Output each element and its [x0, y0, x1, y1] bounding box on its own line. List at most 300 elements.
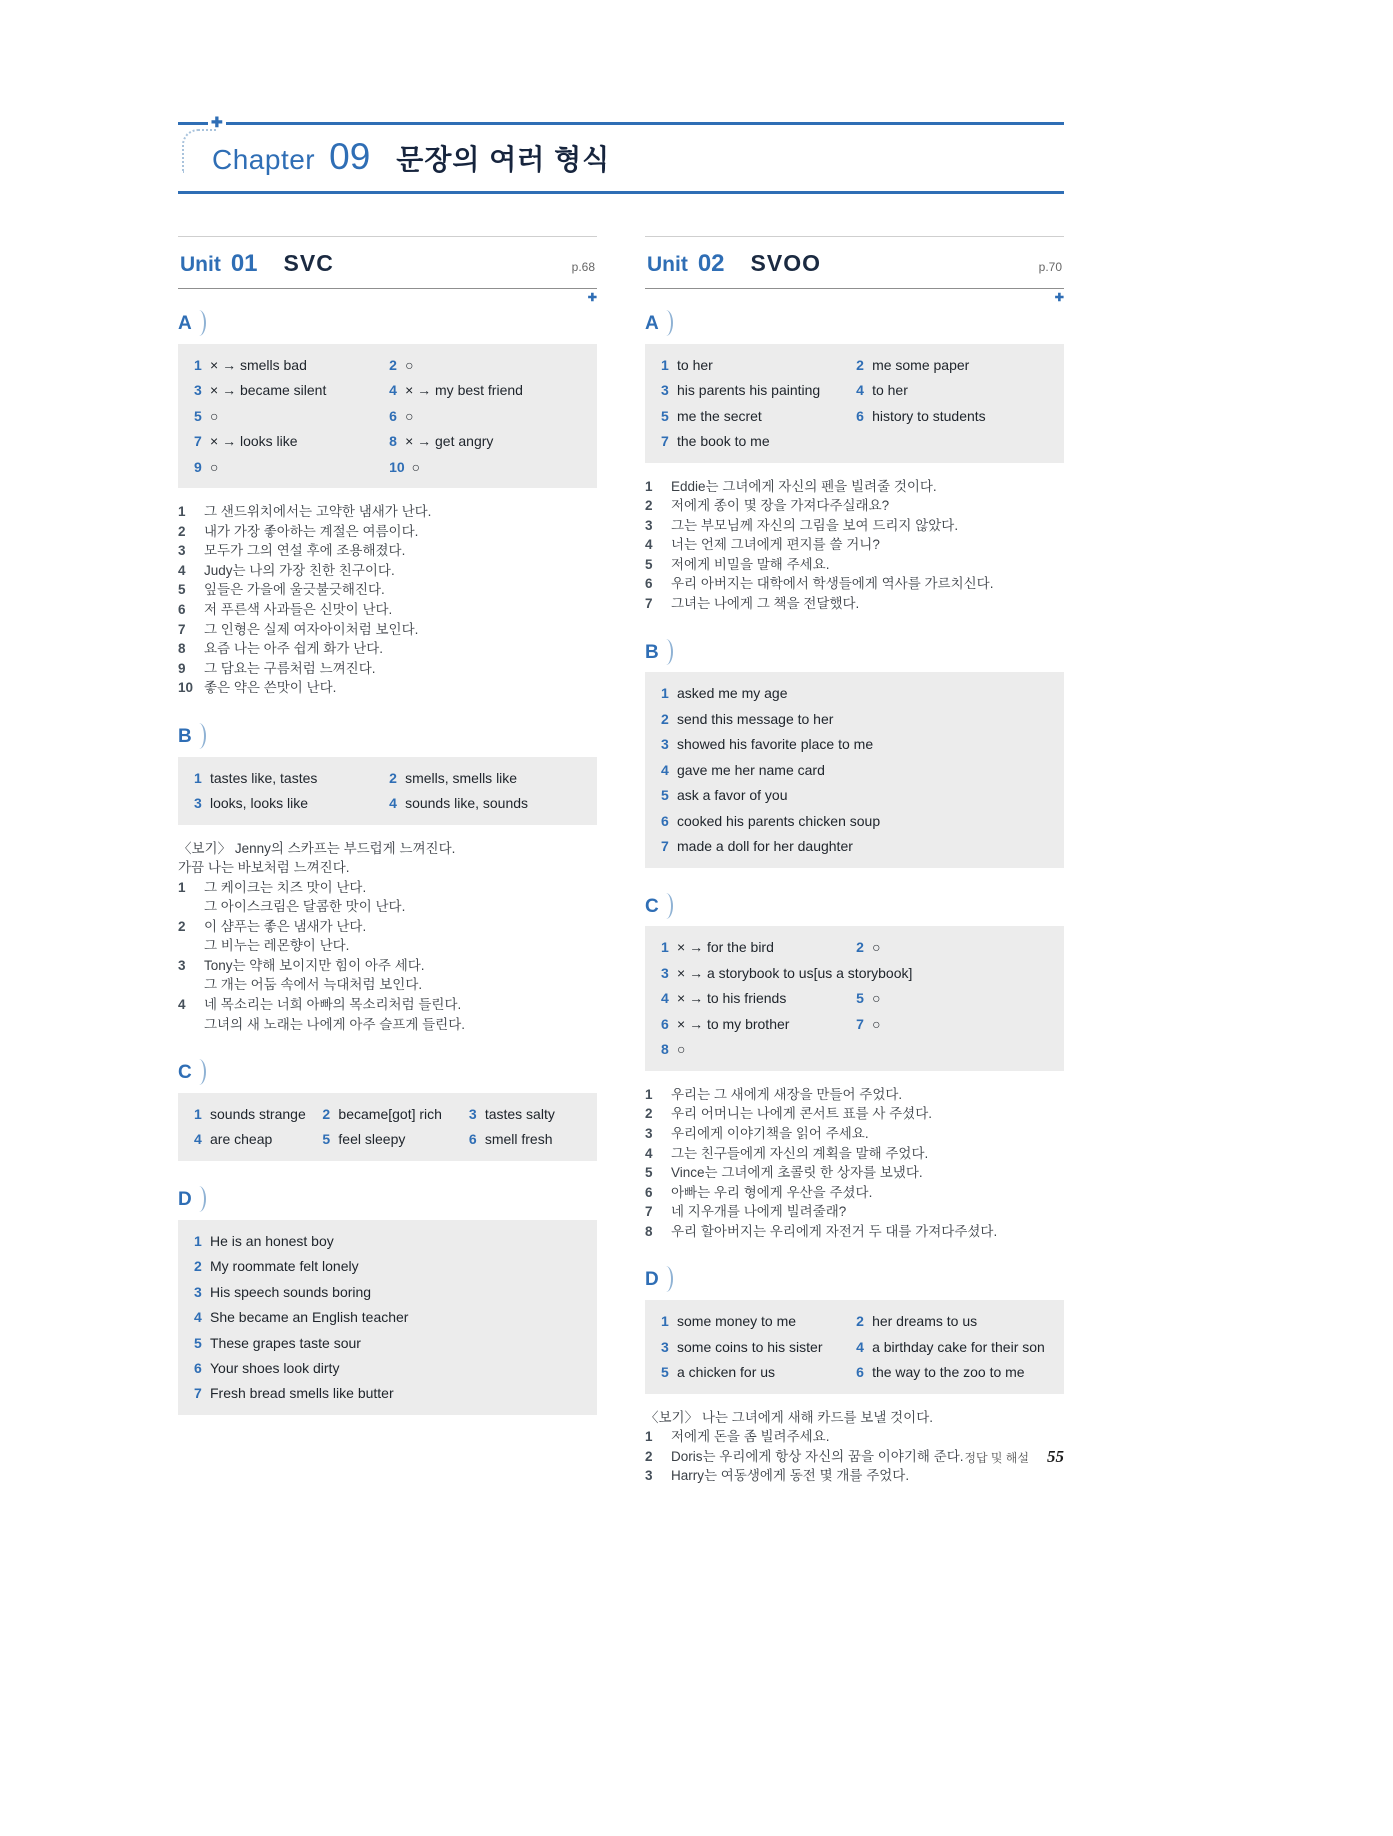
line-text: 저에게 돈을 좀 빌려주세요. [671, 1429, 830, 1445]
line-text: Harry는 여동생에게 동전 몇 개를 주었다. [671, 1468, 910, 1484]
translation-line [178, 995, 597, 1015]
translation-line [645, 1163, 1064, 1183]
answer-item [661, 837, 1048, 855]
answer-text: Your shoes look dirty [210, 1360, 340, 1376]
answer-text: smell fresh [484, 1131, 553, 1148]
answer-item [856, 1363, 1048, 1381]
translation-line [178, 1015, 597, 1035]
chapter-number: 09 [329, 136, 371, 177]
line-text: 우리에게 이야기책을 읽어 주세요. [671, 1125, 869, 1141]
answer-number: 5 [661, 787, 669, 804]
line-number: 6 [645, 576, 653, 592]
answer-text: ○ [405, 407, 414, 424]
line-number: 4 [178, 997, 186, 1012]
line-text: 아빠는 우리 형에게 우산을 주셨다. [671, 1184, 873, 1200]
line-number: 2 [178, 523, 186, 539]
answer-text: × → get angry [405, 433, 494, 450]
line-number: 2 [645, 1106, 653, 1122]
answer-item [194, 1257, 581, 1275]
answer-number: 5 [194, 407, 202, 424]
translation-line [178, 580, 597, 600]
translation-line [645, 1222, 1064, 1242]
answer-item [194, 1334, 581, 1352]
answer-text: Fresh bread smells like butter [210, 1385, 394, 1402]
translation-line [645, 574, 1064, 594]
answer-item [856, 1015, 1048, 1033]
answer-number: 7 [194, 433, 202, 450]
answer-item [856, 1338, 1048, 1356]
dotted-corner-decoration [182, 129, 216, 173]
answer-number: 3 [661, 382, 669, 399]
answer-item [661, 735, 1048, 753]
line-text: 저에게 비밀을 말해 주세요. [671, 556, 830, 572]
page-footer [178, 1447, 1064, 1467]
line-number: 3 [178, 957, 186, 973]
answer-number: 4 [856, 382, 864, 399]
answer-text: some money to me [677, 1313, 797, 1330]
answer-text: to her [872, 382, 908, 399]
translation-line [178, 502, 597, 522]
section-badge: C [645, 896, 675, 919]
translation-line [645, 1124, 1064, 1144]
answer-section [178, 726, 597, 1034]
answer-number: 3 [661, 736, 669, 753]
answer-grid [194, 1232, 581, 1403]
line-text: 좋은 약은 쓴맛이 난다. [204, 680, 337, 696]
line-number: 8 [178, 641, 186, 657]
answer-text: ○ [210, 407, 219, 424]
translation-line [178, 839, 597, 859]
line-number: 5 [645, 556, 653, 572]
answer-item [661, 938, 842, 956]
line-text: 〈보기〉 Jenny의 스카프는 부드럽게 느껴진다. [178, 840, 456, 856]
section-badge: C [178, 1062, 208, 1085]
answer-number: 10 [389, 458, 405, 475]
translation-line [645, 496, 1064, 516]
unit-02-sections [645, 313, 1064, 1486]
answer-item [322, 1130, 454, 1148]
answer-number: 4 [661, 990, 669, 1007]
line-number: 3 [178, 543, 186, 559]
chapter-header [178, 114, 1064, 194]
answer-number: 1 [661, 356, 669, 373]
line-text: 그는 친구들에게 자신의 계획을 말해 주었다. [671, 1145, 929, 1161]
answer-number: 1 [661, 685, 669, 702]
answer-grid [194, 356, 581, 476]
answer-text: ○ [210, 458, 219, 475]
line-number: 7 [178, 621, 186, 637]
line-text: 모두가 그의 연설 후에 조용해졌다. [204, 543, 406, 559]
chapter-title: 문장의 여러 형식 [396, 144, 611, 175]
answer-number: 7 [194, 1385, 202, 1402]
chapter-bottom-rule [178, 191, 1064, 194]
line-number [178, 897, 204, 917]
translation-line [645, 1466, 1064, 1486]
answer-item [194, 1283, 581, 1301]
line-text: 우리 할아버지는 우리에게 자전거 두 대를 가져다주셨다. [671, 1223, 998, 1239]
answer-item [194, 458, 375, 476]
translation-line [178, 600, 597, 620]
unit-number: 01 [230, 250, 258, 277]
answer-text: cooked his parents chicken soup [677, 812, 881, 829]
unit-number: 02 [697, 250, 725, 277]
section-badge: D [645, 1269, 675, 1292]
answer-item [469, 1105, 581, 1123]
translation-line [178, 917, 597, 937]
unit-label: Unit [180, 253, 221, 276]
translation-line [178, 541, 597, 561]
line-number: 2 [645, 498, 653, 514]
answer-number: 3 [194, 1283, 202, 1300]
translation-line [645, 1202, 1064, 1222]
unit-label: Unit [647, 253, 688, 276]
answer-item [389, 381, 581, 399]
answer-item [194, 407, 375, 425]
answer-grid [661, 684, 1048, 855]
translation-line [178, 659, 597, 679]
line-text: 그 아이스크림은 달콤한 맛이 난다. [204, 899, 406, 915]
unit-02-column [645, 236, 1064, 1514]
answer-box [645, 672, 1064, 867]
answer-text: a chicken for us [677, 1364, 776, 1381]
answer-grid [194, 769, 581, 813]
line-text: Judy는 나의 가장 친한 친구이다. [204, 562, 395, 578]
plus-icon: ✚ [1054, 292, 1064, 304]
answer-item [194, 1130, 308, 1148]
line-number: 1 [645, 1429, 653, 1445]
unit-title: SVOO [750, 250, 821, 276]
line-number: 2 [178, 918, 186, 934]
translation-line [178, 522, 597, 542]
translation-line [178, 858, 597, 878]
answer-text: a birthday cake for their son [872, 1338, 1045, 1355]
translation-line [178, 936, 597, 956]
line-number [178, 936, 204, 956]
answer-text: His speech sounds boring [210, 1283, 372, 1300]
line-text: Vince는 그녀에게 초콜릿 한 상자를 보냈다. [671, 1165, 923, 1181]
translation-line [178, 878, 597, 898]
answer-text: history to students [872, 407, 986, 424]
answer-text: looks, looks like [210, 795, 309, 812]
line-text: 네 지우개를 나에게 빌려줄래? [671, 1204, 847, 1220]
line-text: 이 샴푸는 좋은 냄새가 난다. [204, 918, 367, 934]
answer-number: 1 [661, 1313, 669, 1330]
answer-text: me the secret [677, 407, 762, 424]
line-text: 그녀의 새 노래는 나에게 아주 슬프게 들린다. [204, 1016, 465, 1032]
page-reference: p.70 [1038, 260, 1062, 274]
answer-text: some coins to his sister [677, 1338, 823, 1355]
line-number: 7 [645, 596, 653, 612]
answer-item [661, 1312, 842, 1330]
answer-text: My roommate felt lonely [210, 1258, 359, 1275]
answer-number: 5 [661, 407, 669, 424]
translation-line [645, 1408, 1064, 1428]
answer-number: 3 [194, 795, 202, 812]
line-text: Eddie는 그녀에게 자신의 펜을 빌려줄 것이다. [671, 478, 937, 494]
answer-item [389, 769, 581, 787]
answer-number: 2 [856, 1313, 864, 1330]
answer-text: asked me my age [677, 685, 788, 702]
answer-grid [661, 938, 1048, 1058]
answer-text: his parents his painting [677, 382, 821, 399]
line-text: 저에게 종이 몇 장을 가져다주실래요? [671, 498, 890, 514]
line-number: 10 [178, 680, 194, 696]
answer-item [194, 1105, 308, 1123]
chapter-label: Chapter [212, 144, 316, 175]
section-badge: B [178, 726, 208, 749]
line-text: 그 개는 어둠 속에서 늑대처럼 보인다. [204, 977, 423, 993]
line-number: 1 [178, 879, 186, 895]
answer-box [645, 926, 1064, 1070]
answer-text: × → looks like [210, 433, 298, 450]
unit-title: SVC [283, 250, 334, 276]
line-number: 5 [178, 582, 186, 598]
answer-item [661, 812, 1048, 830]
page-reference: p.68 [571, 260, 595, 274]
answer-item [661, 964, 1048, 982]
answer-number: 4 [856, 1338, 864, 1355]
section-badge: B [645, 642, 675, 665]
answer-text: × → for the bird [677, 939, 774, 956]
answer-number: 5 [856, 990, 864, 1007]
plus-icon: ✚ [208, 115, 226, 129]
line-number: 7 [645, 1204, 653, 1220]
answer-box [178, 757, 597, 825]
translation-line [645, 477, 1064, 497]
answer-item [194, 1359, 581, 1377]
answer-item [469, 1130, 581, 1148]
section-badge: D [178, 1189, 208, 1212]
answer-number: 8 [389, 433, 397, 450]
answer-text: the way to the zoo to me [872, 1364, 1025, 1381]
answer-text: showed his favorite place to me [677, 736, 874, 753]
section-badge: A [178, 313, 208, 336]
unit-01-column [178, 236, 597, 1443]
line-number: 2 [645, 1448, 653, 1464]
line-text: 그녀는 나에게 그 책을 전달했다. [671, 596, 860, 612]
line-number: 3 [645, 1125, 653, 1141]
answer-number: 7 [661, 433, 669, 450]
line-number: 1 [645, 478, 653, 494]
line-number: 4 [178, 562, 186, 578]
answer-item [194, 381, 375, 399]
answer-section [645, 642, 1064, 868]
translation-line [178, 975, 597, 995]
answer-item [661, 1363, 842, 1381]
answer-number: 1 [194, 1232, 202, 1249]
two-column-layout [178, 236, 1064, 1514]
answer-text: made a doll for her daughter [677, 838, 853, 855]
answer-text: She became an English teacher [210, 1309, 409, 1326]
translation-line [645, 1085, 1064, 1105]
answer-item [856, 938, 1048, 956]
answer-number: 2 [389, 769, 397, 786]
line-number: 3 [645, 517, 653, 533]
answer-number: 2 [661, 710, 669, 727]
answer-box [178, 344, 597, 488]
answer-number: 4 [194, 1309, 202, 1326]
answer-text: gave me her name card [677, 761, 825, 778]
answer-number: 3 [194, 382, 202, 399]
line-text: 그 샌드위치에서는 고약한 냄새가 난다. [204, 504, 432, 520]
line-text: 잎들은 가을에 울긋불긋해진다. [204, 582, 385, 598]
answer-text: are cheap [210, 1131, 273, 1148]
answer-item [194, 1308, 581, 1326]
line-number: 6 [645, 1184, 653, 1200]
translation-list [178, 502, 597, 698]
answer-item [856, 356, 1048, 374]
answer-text: the book to me [677, 433, 770, 450]
translation-line [645, 1183, 1064, 1203]
page-number: 55 [1047, 1447, 1064, 1466]
answer-number: 4 [389, 795, 397, 812]
answer-item [194, 794, 375, 812]
answer-number: 4 [194, 1131, 202, 1148]
answer-number: 2 [856, 939, 864, 956]
answer-text: feel sleepy [338, 1131, 406, 1148]
answer-text: to her [677, 356, 713, 373]
answer-number: 1 [194, 1105, 202, 1122]
answer-number: 8 [661, 1041, 669, 1058]
translation-line [645, 535, 1064, 555]
answer-text: × → to my brother [677, 1015, 790, 1032]
line-text: 우리 어머니는 나에게 콘서트 표를 사 주셨다. [671, 1106, 932, 1122]
answer-number: 6 [194, 1360, 202, 1376]
answer-item [389, 432, 581, 450]
line-number [178, 1015, 204, 1035]
translation-line [645, 516, 1064, 536]
footer-label: 정답 및 해설 [964, 1451, 1029, 1465]
answer-item [661, 710, 1048, 728]
answer-number: 1 [194, 769, 202, 786]
section-badge: A [645, 313, 675, 336]
line-number: 1 [645, 1086, 653, 1102]
line-text: 네 목소리는 너희 아빠의 목소리처럼 들린다. [204, 997, 462, 1012]
line-number: 6 [178, 601, 186, 617]
translation-line [645, 555, 1064, 575]
answer-number: 1 [194, 356, 202, 373]
answer-text: send this message to her [677, 710, 834, 727]
answer-item [194, 356, 375, 374]
answer-item [856, 381, 1048, 399]
line-number: 8 [645, 1223, 653, 1239]
line-text: 요즘 나는 아주 쉽게 화가 난다. [204, 641, 383, 657]
answer-text: × → a storybook to us[us a storybook] [677, 964, 913, 981]
translation-line [178, 639, 597, 659]
line-text: 그 비누는 레몬향이 난다. [204, 938, 350, 954]
answer-item [322, 1105, 454, 1123]
answer-section [178, 1189, 597, 1415]
line-text: 그 담요는 구름처럼 느껴진다. [204, 660, 376, 676]
line-number: 4 [645, 1145, 653, 1161]
translation-line [178, 897, 597, 917]
answer-item [661, 684, 1048, 702]
answer-number: 6 [661, 1015, 669, 1032]
line-number [178, 975, 204, 995]
answer-section [178, 313, 597, 698]
answer-item [856, 1312, 1048, 1330]
page-content [178, 114, 1064, 1514]
line-text: 〈보기〉 나는 그녀에게 새해 카드를 보낼 것이다. [645, 1409, 933, 1425]
answer-text: smells, smells like [405, 769, 518, 786]
answer-item [661, 432, 1048, 450]
unit-02-header [645, 236, 1064, 304]
answer-item [389, 407, 581, 425]
translation-list [645, 477, 1064, 614]
answer-item [661, 1015, 842, 1033]
translation-line [178, 620, 597, 640]
answer-number: 2 [389, 356, 397, 373]
answer-item [661, 761, 1048, 779]
answer-text: ○ [677, 1041, 686, 1058]
translation-line [178, 956, 597, 976]
answer-item [661, 1040, 842, 1058]
line-text: 저 푸른색 사과들은 신맛이 난다. [204, 601, 393, 617]
translation-line [645, 1104, 1064, 1124]
answer-text: ○ [872, 990, 881, 1007]
answer-item [389, 356, 581, 374]
answer-text: ask a favor of you [677, 787, 788, 804]
answer-number: 7 [661, 838, 669, 855]
answer-number: 3 [468, 1105, 477, 1122]
plus-icon: ✚ [587, 292, 597, 304]
answer-number: 6 [856, 407, 864, 424]
answer-text: × → my best friend [405, 382, 523, 399]
answer-item [661, 356, 842, 374]
answer-item [389, 794, 581, 812]
answer-number: 9 [194, 458, 202, 475]
answer-number: 5 [661, 1364, 669, 1381]
translation-line [178, 561, 597, 581]
answer-text: tastes salty [484, 1105, 555, 1122]
answer-grid [661, 356, 1048, 451]
translation-line [645, 1427, 1064, 1447]
answer-box [645, 1300, 1064, 1393]
answer-section [645, 313, 1064, 614]
line-text: 너는 언제 그녀에게 편지를 쓸 거니? [671, 537, 880, 553]
line-text: Doris는 우리에게 항상 자신의 꿈을 이야기해 준다. [671, 1448, 964, 1464]
answer-text: became[got] rich [338, 1105, 442, 1122]
answer-number: 6 [389, 407, 397, 424]
answer-number: 4 [661, 761, 669, 778]
line-text: 그 케이크는 치즈 맛이 난다. [204, 879, 367, 895]
answer-item [661, 1338, 842, 1356]
line-text: 가끔 나는 바보처럼 느껴진다. [178, 860, 350, 876]
answer-text: me some paper [872, 356, 970, 373]
answer-item [194, 1232, 581, 1250]
answer-item [194, 1384, 581, 1402]
translation-list [645, 1085, 1064, 1242]
line-number: 3 [645, 1468, 653, 1484]
answer-number: 6 [856, 1364, 864, 1381]
line-number: 9 [178, 660, 186, 676]
answer-item [194, 432, 375, 450]
answer-text: ○ [872, 939, 881, 956]
answer-box [178, 1220, 597, 1415]
line-text: 우리는 그 새에게 새장을 만들어 주었다. [671, 1086, 903, 1102]
answer-number: 3 [661, 964, 669, 981]
answer-text: ○ [411, 458, 421, 475]
answer-number: 5 [194, 1334, 202, 1351]
translation-line [178, 678, 597, 698]
answer-number: 5 [322, 1131, 331, 1148]
answer-text: He is an honest boy [210, 1232, 334, 1249]
answer-item [661, 786, 1048, 804]
answer-item [661, 989, 842, 1007]
answer-grid [661, 1312, 1048, 1381]
line-number: 4 [645, 537, 653, 553]
answer-item [661, 407, 842, 425]
